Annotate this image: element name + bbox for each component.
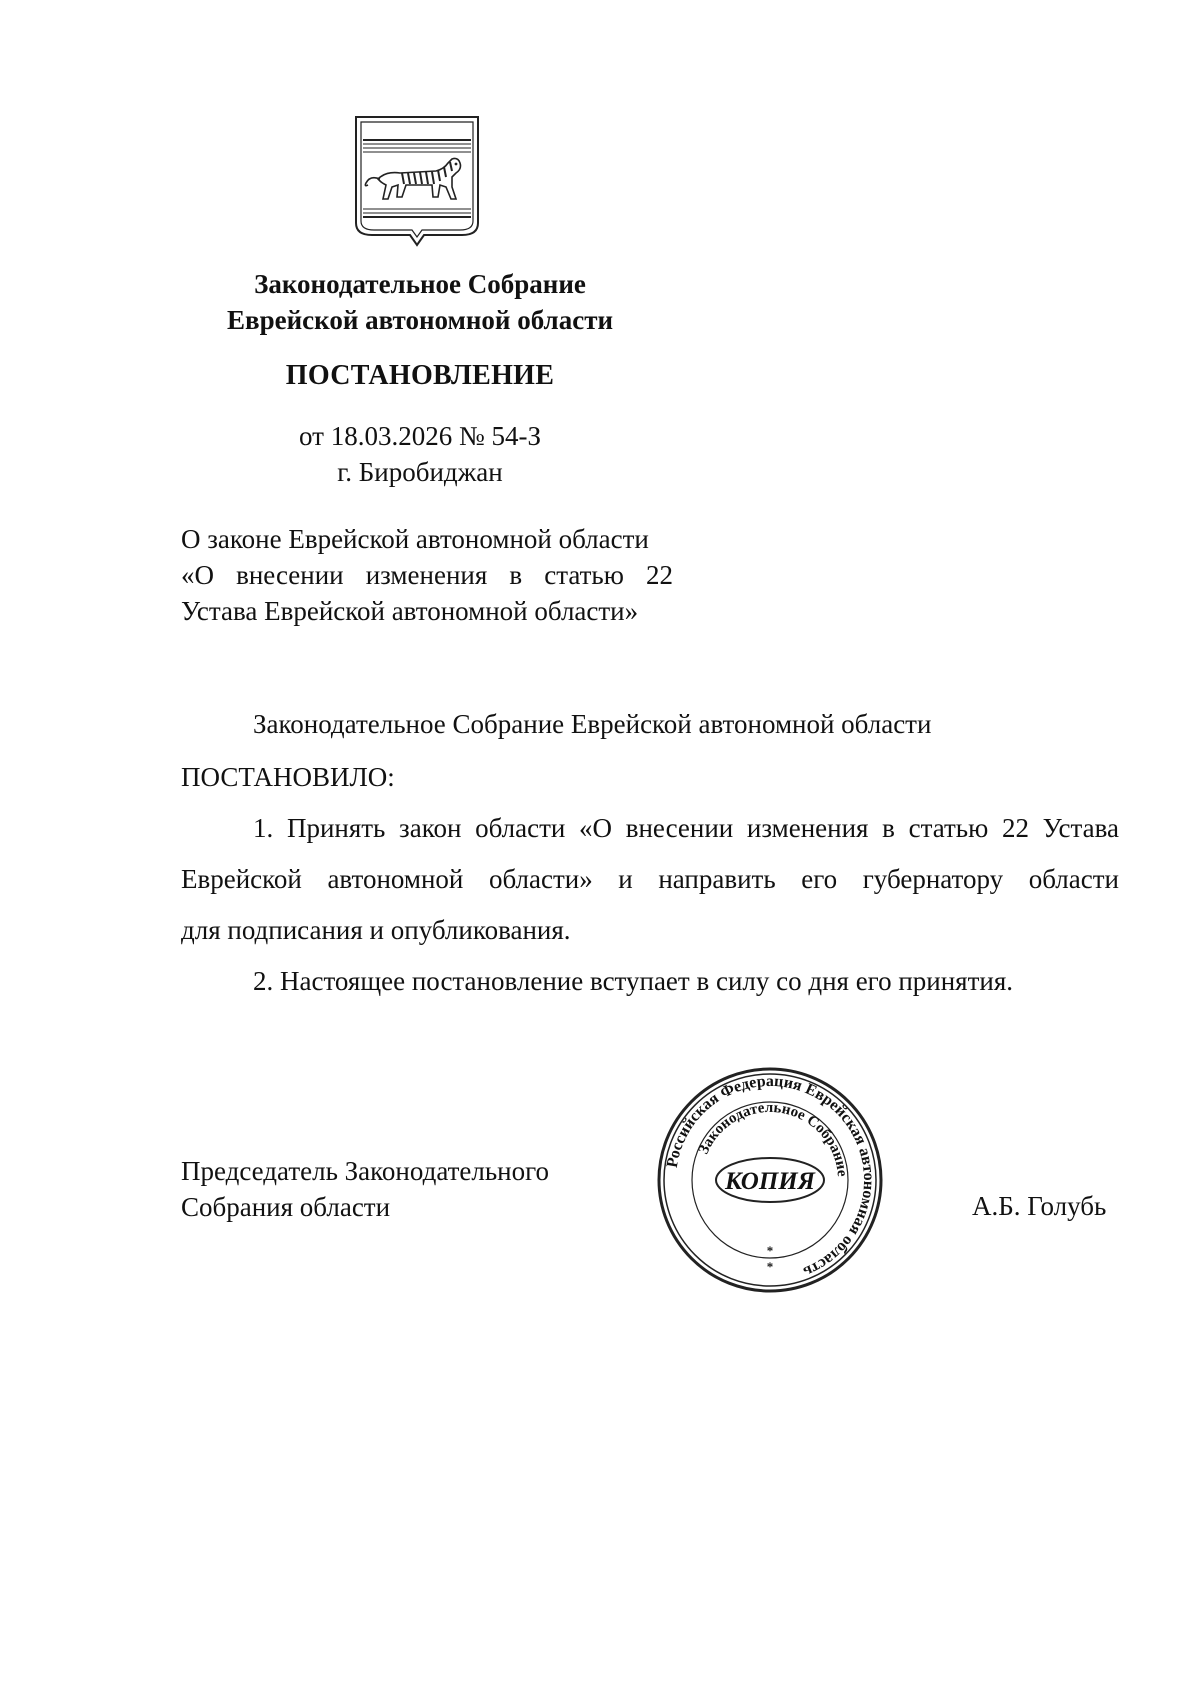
document-type-title: ПОСТАНОВЛЕНИЕ bbox=[285, 360, 555, 391]
city-name: г. Биробиджан bbox=[337, 457, 503, 487]
subject-line3: Устава Еврейской автономной области» bbox=[181, 596, 639, 626]
coat-of-arms-emblem bbox=[352, 113, 482, 258]
signatory-position bbox=[181, 1153, 549, 1225]
resolved-heading: ПОСТАНОВИЛО: bbox=[181, 762, 395, 792]
official-seal-svg bbox=[655, 1065, 885, 1295]
signatory-position-line1: Председатель Законодательного bbox=[181, 1156, 550, 1186]
organization-name bbox=[200, 266, 640, 338]
seal-star-icon: * bbox=[766, 1259, 774, 1274]
official-seal-stamp bbox=[655, 1065, 885, 1295]
item1-line3: для подписания и опубликования. bbox=[181, 915, 571, 945]
subject-line2: «О внесении изменения в статью 22 bbox=[181, 560, 673, 590]
seal-center-text: КОПИЯ bbox=[725, 1168, 815, 1195]
coat-of-arms-tiger-icon bbox=[352, 113, 482, 258]
organization-name-line1: Законодательное Собрание bbox=[254, 269, 586, 299]
item1-line1: 1. Принять закон области «О внесении изменения в статью 22 Устава bbox=[253, 813, 1119, 843]
item1-line2: Еврейской автономной области» и направить его губернатору области bbox=[181, 864, 1119, 894]
date-number: от 18.03.2026 № 54-З bbox=[299, 421, 541, 451]
seal-star-icon: * bbox=[766, 1243, 774, 1258]
seal-inner-text: Законодательное Собрание bbox=[695, 1099, 850, 1178]
document-date-number bbox=[240, 418, 600, 490]
preamble-text: Законодательное Собрание Еврейской автономной области bbox=[253, 709, 932, 739]
seal-outer-text: Российская Федерация Еврейская автономная область bbox=[663, 1072, 878, 1281]
subject-line1: О законе Еврейской автономной области bbox=[181, 524, 649, 554]
signatory-position-line2: Собрания области bbox=[181, 1192, 391, 1222]
signatory-name: А.Б. Голубь bbox=[972, 1191, 1107, 1221]
organization-name-line2: Еврейской автономной области bbox=[226, 305, 614, 335]
item2-text: 2. Настоящее постановление вступает в силу со дня его принятия. bbox=[253, 966, 1014, 996]
